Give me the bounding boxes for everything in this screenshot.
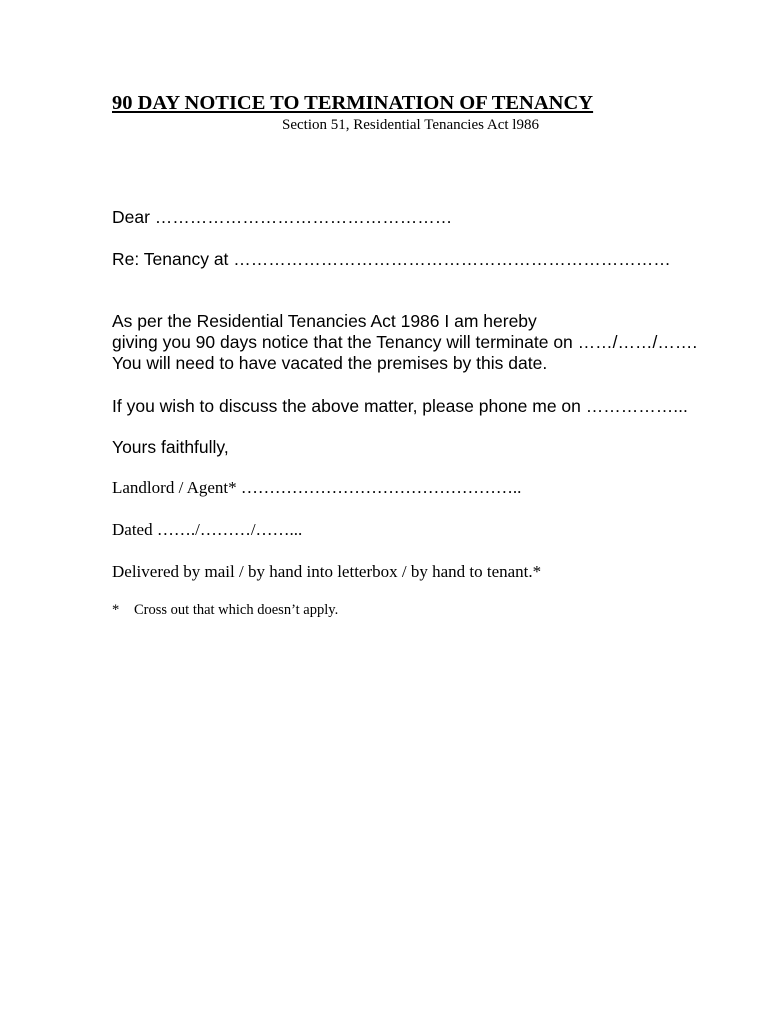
delivery-method-line: Delivered by mail / by hand into letterbox / by hand to tenant.* bbox=[112, 562, 542, 581]
tenancy-address-line: Re: Tenancy at ………………………………………………………………… bbox=[112, 249, 671, 269]
closing-line: Yours faithfully, bbox=[112, 437, 229, 457]
footnote-marker: * bbox=[112, 602, 120, 618]
notice-paragraph-line-2: giving you 90 days notice that the Tenancy will terminate on ……/……/……. bbox=[112, 332, 698, 352]
notice-paragraph-line-1: As per the Residential Tenancies Act 1986 I am hereby bbox=[112, 311, 537, 331]
notice-paragraph-line-3: You will need to have vacated the premises by this date. bbox=[112, 353, 548, 373]
dated-line: Dated ……./………/……... bbox=[112, 520, 303, 539]
footnote bbox=[112, 602, 338, 619]
landlord-agent-line: Landlord / Agent* ………………………………………….. bbox=[112, 478, 522, 497]
footnote-text: Cross out that which doesn’t apply. bbox=[134, 602, 339, 618]
document-subtitle: Section 51, Residential Tenancies Act l986 bbox=[282, 117, 539, 133]
greeting-line: Dear …………………………………………… bbox=[112, 207, 453, 227]
discuss-phone-line: If you wish to discuss the above matter, please phone me on ……………... bbox=[112, 396, 688, 416]
document-title: 90 DAY NOTICE TO TERMINATION OF TENANCY bbox=[112, 92, 594, 114]
